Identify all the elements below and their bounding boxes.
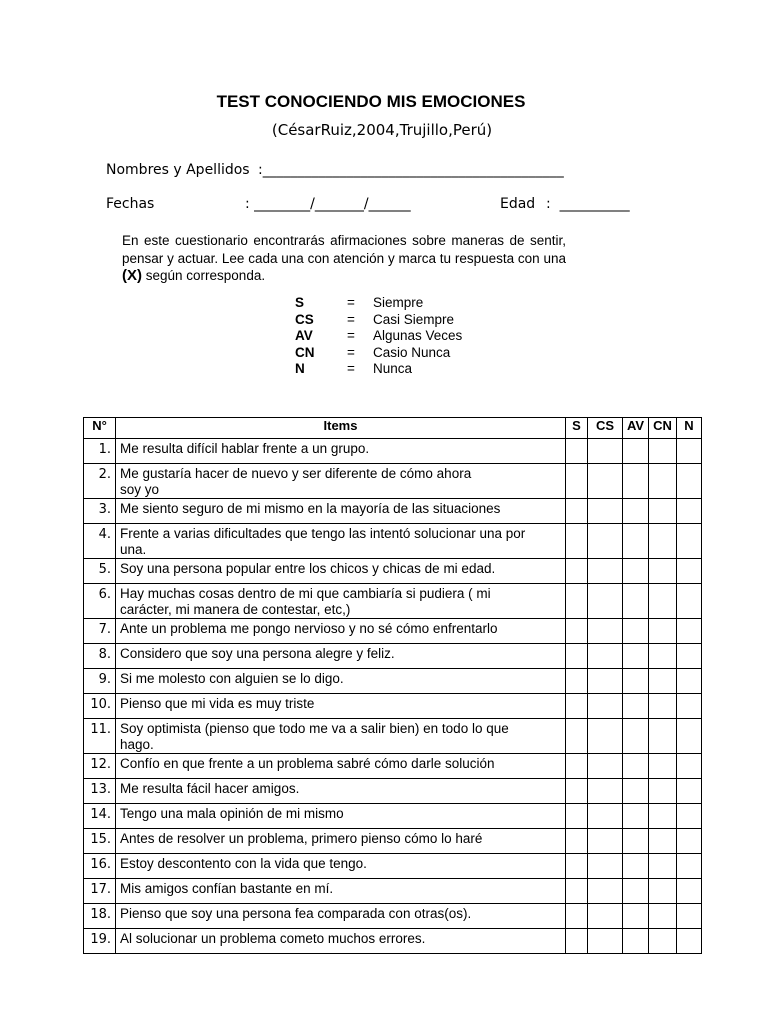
table-row: [84, 669, 702, 694]
answer-cell-s[interactable]: [566, 464, 588, 499]
item-text: Me siento seguro de mi mismo en la mayoría de las situaciones: [116, 499, 566, 524]
legend-meaning: Casi Siempre: [373, 311, 455, 327]
header-cs: CS: [588, 418, 623, 439]
answer-cell-cn[interactable]: [649, 584, 677, 619]
answer-cell-n[interactable]: [677, 669, 702, 694]
answer-cell-n[interactable]: [677, 439, 702, 464]
instructions-text: En este cuestionario encontrarás afirmaciones sobre maneras de sentir, pensar y actuar. Lee cada una con atención y marca tu respuesta con una (X) según corresponda.: [122, 233, 566, 284]
answer-cell-av[interactable]: [623, 584, 649, 619]
item-number: 14.: [84, 804, 116, 829]
item-number: 10.: [84, 694, 116, 719]
answer-cell-cs[interactable]: [588, 694, 623, 719]
answer-cell-s[interactable]: [566, 829, 588, 854]
answer-cell-cn[interactable]: [649, 524, 677, 559]
table-header-row: [84, 418, 702, 439]
answer-cell-cn[interactable]: [649, 464, 677, 499]
answer-cell-n[interactable]: [677, 559, 702, 584]
answer-cell-cs[interactable]: [588, 879, 623, 904]
legend-meaning: Casio Nunca: [373, 344, 451, 360]
page-subtitle: (CésarRuiz,2004,Trujillo,Perú): [271, 121, 493, 139]
answer-cell-n[interactable]: [677, 719, 702, 754]
answer-cell-n[interactable]: [677, 754, 702, 779]
legend-row: [295, 345, 462, 362]
answer-cell-av[interactable]: [623, 829, 649, 854]
item-text: Me resulta difícil hablar frente a un grupo.: [116, 439, 566, 464]
table-row: [84, 559, 702, 584]
answer-cell-av[interactable]: [623, 804, 649, 829]
answer-cell-cs[interactable]: [588, 779, 623, 804]
answer-cell-av[interactable]: [623, 559, 649, 584]
answer-cell-n[interactable]: [677, 619, 702, 644]
answer-cell-cs[interactable]: [588, 524, 623, 559]
answer-cell-av[interactable]: [623, 524, 649, 559]
answer-cell-cn[interactable]: [649, 669, 677, 694]
answer-cell-cn[interactable]: [649, 694, 677, 719]
table-row: [84, 879, 702, 904]
legend-code: CS: [295, 311, 314, 327]
answer-cell-s[interactable]: [566, 804, 588, 829]
test-table: [83, 417, 702, 954]
table-row: [84, 499, 702, 524]
table-row: [84, 719, 702, 754]
table-row: [84, 524, 702, 559]
answer-cell-cs[interactable]: [588, 499, 623, 524]
answer-cell-cn[interactable]: [649, 879, 677, 904]
item-number: 9.: [84, 669, 116, 694]
dates-label: Fechas: [106, 196, 155, 212]
table-row: [84, 754, 702, 779]
table-row: [84, 584, 702, 619]
answer-cell-s[interactable]: [566, 619, 588, 644]
item-text: Me gustaría hacer de nuevo y ser diferente de cómo ahora soy yo: [116, 464, 566, 499]
answer-cell-cs[interactable]: [588, 904, 623, 929]
answer-cell-cn[interactable]: [649, 804, 677, 829]
answer-cell-cs[interactable]: [588, 719, 623, 754]
answer-cell-cs[interactable]: [588, 754, 623, 779]
item-number: 6.: [84, 584, 116, 619]
item-text: Hay muchas cosas dentro de mi que cambiaría si pudiera ( mi carácter, mi manera de contestar, etc,): [116, 584, 566, 619]
answer-cell-n[interactable]: [677, 584, 702, 619]
item-text: Ante un problema me pongo nervioso y no sé cómo enfrentarlo: [116, 619, 566, 644]
item-text: Si me molesto con alguien se lo digo.: [116, 669, 566, 694]
answer-cell-av[interactable]: [623, 754, 649, 779]
legend-meaning: Nunca: [373, 361, 413, 376]
answer-cell-n[interactable]: [677, 829, 702, 854]
answer-cell-cn[interactable]: [649, 929, 677, 954]
item-number: 17.: [84, 879, 116, 904]
header-n: N: [677, 418, 702, 439]
answer-cell-av[interactable]: [623, 719, 649, 754]
answer-cell-s[interactable]: [566, 779, 588, 804]
answer-cell-n[interactable]: [677, 804, 702, 829]
item-number: 16.: [84, 854, 116, 879]
item-number: 18.: [84, 904, 116, 929]
answer-cell-av[interactable]: [623, 694, 649, 719]
legend-code: AV: [295, 328, 313, 343]
legend-code: CN: [295, 344, 315, 360]
item-text: Tengo una mala opinión de mi mismo: [116, 804, 566, 829]
answer-cell-s[interactable]: [566, 694, 588, 719]
legend-code: S: [295, 295, 305, 310]
answer-cell-cs[interactable]: [588, 829, 623, 854]
answer-cell-cn[interactable]: [649, 499, 677, 524]
item-number: 12.: [84, 754, 116, 779]
answer-cell-cn[interactable]: [649, 754, 677, 779]
table-row: [84, 779, 702, 804]
page-title: TEST CONOCIENDO MIS EMOCIONES: [216, 92, 526, 111]
answer-cell-n[interactable]: [677, 904, 702, 929]
age-label: Edad: [500, 196, 536, 212]
legend-eq: =: [347, 344, 355, 360]
answer-cell-av[interactable]: [623, 669, 649, 694]
answer-cell-cn[interactable]: [649, 619, 677, 644]
answer-cell-cn[interactable]: [649, 644, 677, 669]
answer-cell-cs[interactable]: [588, 619, 623, 644]
legend-eq: =: [347, 311, 355, 327]
header-items: Items: [116, 418, 566, 439]
answer-cell-av[interactable]: [623, 779, 649, 804]
answer-cell-n[interactable]: [677, 499, 702, 524]
names-field[interactable]: :___________________________________________: [258, 162, 564, 178]
answer-cell-s[interactable]: [566, 669, 588, 694]
item-text: Considero que soy una persona alegre y feliz.: [116, 644, 566, 669]
legend-row: [295, 328, 462, 345]
table-row: [84, 829, 702, 854]
answer-cell-cs[interactable]: [588, 854, 623, 879]
table-row: [84, 439, 702, 464]
table-row: [84, 804, 702, 829]
table-row: [84, 854, 702, 879]
item-text: Confío en que frente a un problema sabré cómo darle solución: [116, 754, 566, 779]
item-text: Estoy descontento con la vida que tengo.: [116, 854, 566, 879]
answer-cell-cs[interactable]: [588, 644, 623, 669]
answer-cell-n[interactable]: [677, 854, 702, 879]
item-text: Soy una persona popular entre los chicos y chicas de mi edad.: [116, 559, 566, 584]
answer-cell-s[interactable]: [566, 524, 588, 559]
legend-eq: =: [347, 361, 355, 376]
answer-cell-n[interactable]: [677, 644, 702, 669]
answer-cell-cs[interactable]: [588, 669, 623, 694]
answer-cell-cn[interactable]: [649, 829, 677, 854]
header-cn: CN: [649, 418, 677, 439]
answer-cell-s[interactable]: [566, 929, 588, 954]
answer-cell-cn[interactable]: [649, 779, 677, 804]
answer-cell-n[interactable]: [677, 694, 702, 719]
item-number: 15.: [84, 829, 116, 854]
answer-cell-s[interactable]: [566, 854, 588, 879]
answer-cell-cs[interactable]: [588, 559, 623, 584]
answer-cell-s[interactable]: [566, 644, 588, 669]
answer-cell-av[interactable]: [623, 499, 649, 524]
legend-meaning: Algunas Veces: [373, 328, 463, 343]
item-text: Al solucionar un problema cometo muchos errores.: [116, 929, 566, 954]
answer-cell-cn[interactable]: [649, 439, 677, 464]
answer-cell-n[interactable]: [677, 779, 702, 804]
legend-row: [295, 312, 462, 329]
dates-field[interactable]: : ________/_______/______: [245, 196, 411, 212]
table-row: [84, 694, 702, 719]
answer-cell-n[interactable]: [677, 524, 702, 559]
item-number: 4.: [84, 524, 116, 559]
legend-eq: =: [347, 295, 355, 310]
item-number: 1.: [84, 439, 116, 464]
answer-cell-cn[interactable]: [649, 559, 677, 584]
legend-meaning: Siempre: [373, 295, 424, 310]
names-label: Nombres y Apellidos: [106, 162, 250, 178]
item-number: 5.: [84, 559, 116, 584]
answer-cell-av[interactable]: [623, 439, 649, 464]
legend-row: [295, 295, 462, 312]
table-row: [84, 464, 702, 499]
item-number: 3.: [84, 499, 116, 524]
instructions-mark: (X): [122, 267, 142, 284]
item-text: Antes de resolver un problema, primero pienso cómo lo haré: [116, 829, 566, 854]
item-number: 8.: [84, 644, 116, 669]
answer-cell-cs[interactable]: [588, 804, 623, 829]
answer-cell-cs[interactable]: [588, 439, 623, 464]
table-row: [84, 904, 702, 929]
answer-cell-av[interactable]: [623, 644, 649, 669]
answer-cell-av[interactable]: [623, 619, 649, 644]
answer-cell-cn[interactable]: [649, 854, 677, 879]
legend-code: N: [295, 361, 305, 376]
answer-cell-n[interactable]: [677, 879, 702, 904]
table-row: [84, 929, 702, 954]
answer-cell-cs[interactable]: [588, 929, 623, 954]
answer-cell-s[interactable]: [566, 559, 588, 584]
answer-cell-av[interactable]: [623, 464, 649, 499]
table-row: [84, 644, 702, 669]
answer-cell-av[interactable]: [623, 854, 649, 879]
item-number: 13.: [84, 779, 116, 804]
answer-cell-s[interactable]: [566, 499, 588, 524]
item-number: 19.: [84, 929, 116, 954]
answer-cell-av[interactable]: [623, 904, 649, 929]
item-number: 2.: [84, 464, 116, 499]
answer-cell-s[interactable]: [566, 584, 588, 619]
answer-cell-s[interactable]: [566, 439, 588, 464]
answer-cell-cs[interactable]: [588, 584, 623, 619]
answer-cell-cn[interactable]: [649, 904, 677, 929]
answer-cell-s[interactable]: [566, 719, 588, 754]
age-field[interactable]: : __________: [546, 196, 630, 212]
answer-cell-n[interactable]: [677, 929, 702, 954]
item-text: Mis amigos confían bastante en mí.: [116, 879, 566, 904]
item-number: 7.: [84, 619, 116, 644]
answer-cell-s[interactable]: [566, 904, 588, 929]
header-s: S: [566, 418, 588, 439]
table-row: [84, 619, 702, 644]
item-text: Frente a varias dificultades que tengo las intentó solucionar una por una.: [116, 524, 566, 559]
answer-cell-s[interactable]: [566, 754, 588, 779]
answer-cell-n[interactable]: [677, 464, 702, 499]
item-text: Pienso que mi vida es muy triste: [116, 694, 566, 719]
answer-cell-s[interactable]: [566, 879, 588, 904]
answer-cell-av[interactable]: [623, 879, 649, 904]
header-number: N°: [84, 418, 116, 439]
item-text: Pienso que soy una persona fea comparada con otras(os).: [116, 904, 566, 929]
legend-eq: =: [347, 328, 355, 343]
item-text: Me resulta fácil hacer amigos.: [116, 779, 566, 804]
legend-row: [295, 361, 462, 378]
item-text: Soy optimista (pienso que todo me va a salir bien) en todo lo que hago.: [116, 719, 566, 754]
header-av: AV: [623, 418, 649, 439]
answer-cell-cs[interactable]: [588, 464, 623, 499]
answer-cell-av[interactable]: [623, 929, 649, 954]
answer-cell-cn[interactable]: [649, 719, 677, 754]
legend: [295, 295, 462, 378]
item-number: 11.: [84, 719, 116, 754]
